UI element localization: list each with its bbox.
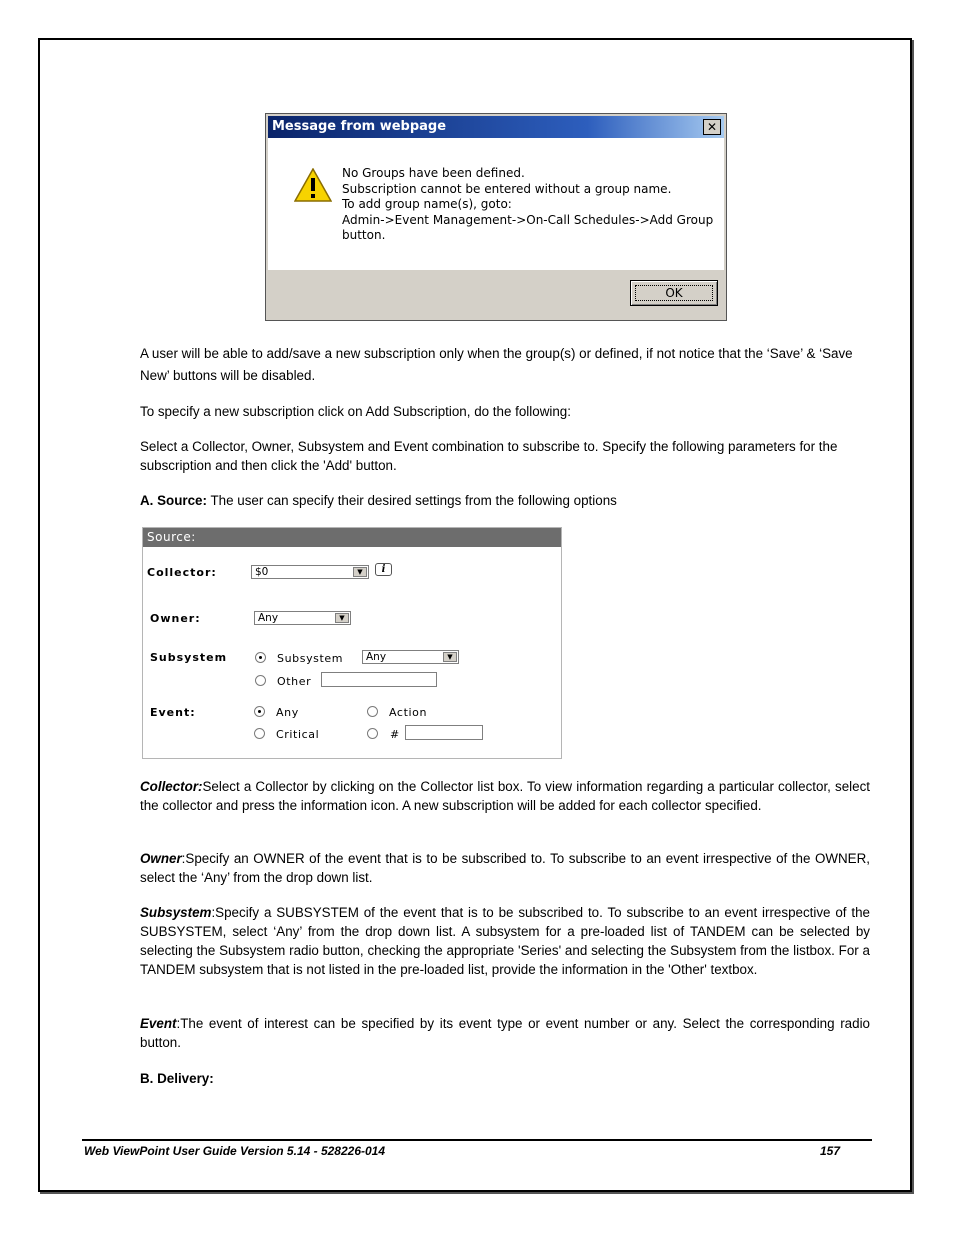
message-dialog	[265, 113, 727, 321]
event-any-radio[interactable]	[254, 706, 265, 717]
collector-select[interactable]	[251, 565, 369, 579]
collector-label: Collector:	[147, 566, 217, 579]
event-label: Event:	[150, 706, 196, 719]
footer-doc-title: Web ViewPoint User Guide Version 5.14 - 528226-014	[84, 1144, 386, 1158]
dialog-close-button[interactable]: ✕	[703, 119, 721, 135]
dialog-message-line: button.	[342, 228, 386, 242]
subsystem-option-label: Subsystem	[277, 652, 344, 665]
paragraph-select-combination: Select a Collector, Owner, Subsystem and Event combination to subscribe to. Specify the following parameters for the subscription and then click the 'Add' button.	[140, 439, 838, 473]
subsystem-label: Subsystem	[150, 651, 228, 664]
collector-description: Select a Collector by clicking on the Collector list box. To view information regarding a particular collector, select the collector and press the information icon. A new subscription will be added for each collector specified.	[140, 779, 870, 813]
subsystem-description: :Specify a SUBSYSTEM of the event that is to be subscribed to. To subscribe to an event irrespective of the SUBSYSTEM, select ‘Any’ from the drop down list. A subsystem for a pre-loaded list of TANDEM can be selected by selecting the Subsystem radio button, checking the appropriate 'Series' and selecting the Subsystem from the listbox. For a TANDEM subsystem that is not listed in the pre-loaded list, provide the information in the 'Other' textbox.	[140, 905, 870, 977]
dialog-titlebar	[268, 116, 724, 138]
paragraph-add-subscription: To specify a new subscription click on Add Subscription, do the following:	[140, 404, 571, 419]
subsystem-select[interactable]	[362, 650, 459, 664]
owner-description: :Specify an OWNER of the event that is to be subscribed to. To subscribe to an event irrespective of the OWNER, select the ‘Any’ from the drop down list.	[140, 851, 870, 885]
event-action-radio[interactable]	[367, 706, 378, 717]
footer-rule	[82, 1139, 872, 1141]
subsystem-select-value: Any	[366, 651, 387, 663]
dialog-message-line: No Groups have been defined.	[342, 166, 525, 180]
other-radio[interactable]	[255, 675, 266, 686]
source-panel-header: Source:	[143, 528, 561, 547]
dialog-message-line: Subscription cannot be entered without a group name.	[342, 181, 672, 196]
event-critical-radio[interactable]	[254, 728, 265, 739]
event-critical-label: Critical	[276, 728, 320, 741]
paragraph-subsystem	[140, 903, 870, 979]
info-icon[interactable]: i	[375, 563, 392, 576]
event-description: :The event of interest can be specified by its event type or event number or any. Select the corresponding radio button.	[140, 1016, 870, 1050]
chevron-down-icon: ▼	[335, 613, 349, 623]
owner-select[interactable]	[254, 611, 351, 625]
ok-button[interactable]: OK	[630, 280, 718, 306]
event-number-label: #	[390, 728, 400, 741]
subsystem-radio[interactable]	[255, 652, 266, 663]
event-term: Event	[140, 1016, 177, 1031]
paragraph-source	[140, 491, 870, 510]
paragraph-collector	[140, 777, 870, 815]
dialog-message-line: Admin->Event Management->On-Call Schedules->Add Group	[342, 212, 714, 227]
other-option-label: Other	[277, 675, 312, 688]
collector-term: Collector:	[140, 779, 203, 794]
dialog-title: Message from webpage	[272, 119, 447, 134]
other-input[interactable]	[321, 672, 437, 687]
paragraph-event	[140, 1014, 870, 1052]
warning-icon	[294, 168, 332, 202]
collector-select-value: $0	[255, 566, 269, 578]
event-number-input[interactable]	[405, 725, 483, 740]
source-text: The user can specify their desired settings from the following options	[206, 493, 617, 508]
dialog-message-line: To add group name(s), goto:	[342, 197, 512, 211]
event-action-label: Action	[389, 706, 428, 719]
owner-select-value: Any	[258, 612, 279, 624]
owner-label: Owner:	[150, 612, 201, 625]
dialog-message	[342, 166, 713, 244]
delivery-heading: B. Delivery:	[140, 1071, 214, 1086]
source-panel	[142, 527, 562, 759]
chevron-down-icon: ▼	[353, 567, 367, 577]
chevron-down-icon: ▼	[443, 652, 457, 662]
source-heading: A. Source:	[140, 493, 207, 508]
paragraph-owner	[140, 849, 870, 887]
page-number: 157	[820, 1144, 841, 1158]
dialog-body	[268, 138, 724, 270]
paragraph-save-note: A user will be able to add/save a new subscription only when the group(s) or defined, if not notice that the ‘Save’ & ‘Save New’ buttons will be disabled.	[140, 346, 853, 383]
event-number-radio[interactable]	[367, 728, 378, 739]
event-any-label: Any	[276, 706, 299, 719]
owner-term: Owner	[140, 851, 182, 866]
subsystem-term: Subsystem	[140, 905, 212, 920]
